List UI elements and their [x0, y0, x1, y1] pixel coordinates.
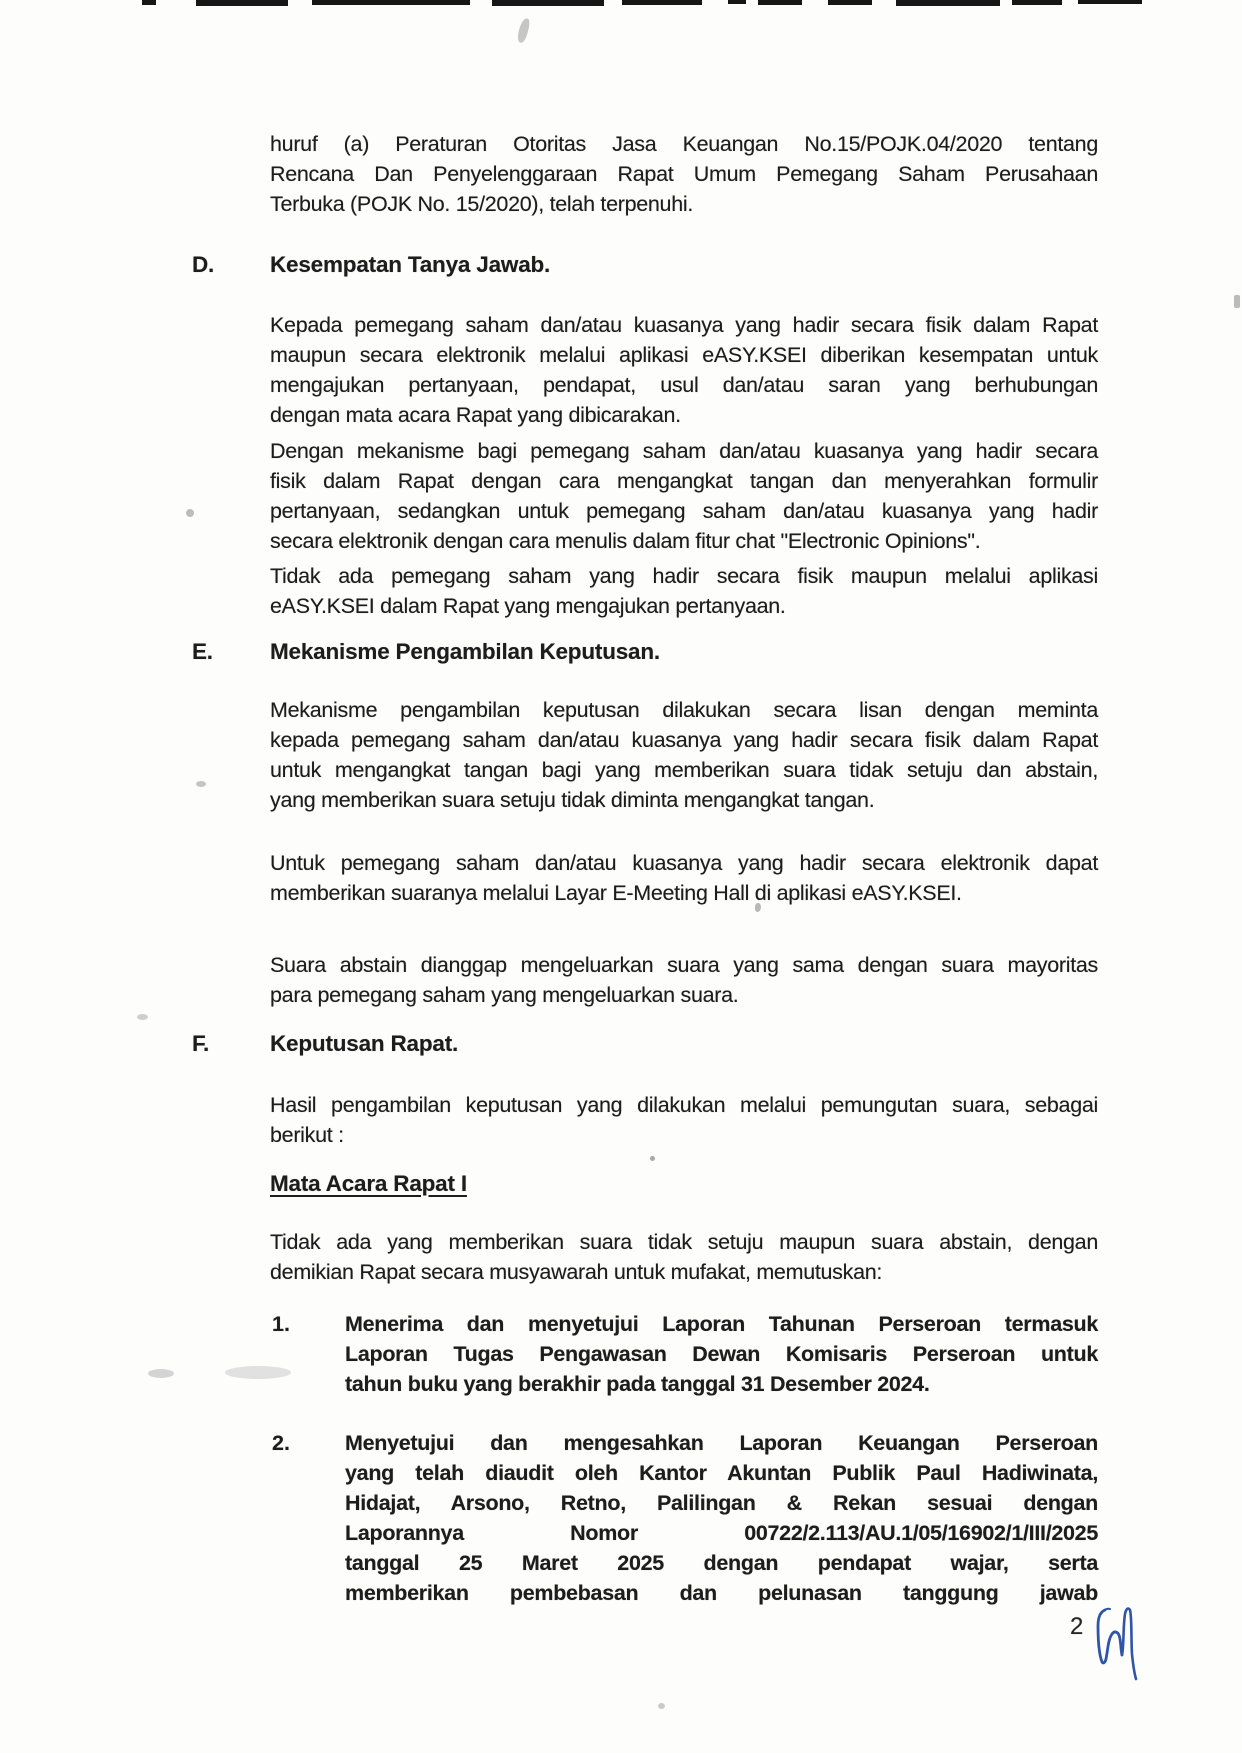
paragraph-mekanisme-1: Mekanisme pengambilan keputusan dilakukan secara lisan dengan meminta kepada pemegang saham dan/atau kuasanya yang hadir secara fisik dalam Rapat untuk mengangkat tangan bagi yang memberikan suara tidak setuju dan abstain, yang memberikan suara setuju tidak diminta mengangkat tangan. — [270, 698, 1098, 812]
decision-2-text: Menyetujui dan mengesahkan Laporan Keuangan Perseroan yang telah diaudit oleh Kantor Akuntan Publik Paul Hadiwinata, Hidajat, Arsono, Retno, Palilingan & Rekan sesuai dengan Laporannya Nomor 00722/2.113/AU.1/05/16902/1/III/2025 tanggal 25 Maret 2025 dengan pendapat wajar, serta memberikan pembebasan dan pelunasan tanggung jawab — [345, 1431, 1098, 1605]
scan-artifact — [622, 0, 702, 5]
section-e-letter: E. — [192, 639, 213, 664]
paragraph-mekanisme-3: Suara abstain dianggap mengeluarkan suara yang sama dengan suara mayoritas para pemegang saham yang mengeluarkan suara. — [270, 953, 1098, 1007]
scan-artifact — [196, 781, 206, 787]
scan-artifact — [312, 0, 470, 5]
section-f-title: Keputusan Rapat. — [270, 1031, 459, 1056]
decision-1-number: 1. — [272, 1312, 290, 1336]
scan-artifact — [828, 0, 872, 5]
scan-artifact — [650, 1156, 655, 1161]
section-e-title: Mekanisme Pengambilan Keputusan. — [270, 639, 660, 664]
scan-artifact — [492, 0, 604, 6]
scan-artifact — [186, 509, 194, 517]
paragraph-hasil-keputusan: Hasil pengambilan keputusan yang dilakukan melalui pemungutan suara, sebagai berikut : — [270, 1093, 1098, 1147]
scan-artifact — [516, 17, 531, 43]
scan-artifact — [1234, 295, 1240, 308]
scan-artifact — [658, 1703, 665, 1709]
page-number: 2 — [1070, 1613, 1084, 1640]
scan-artifact — [1012, 0, 1062, 5]
scan-artifact — [728, 0, 746, 4]
scan-artifact — [896, 0, 1000, 6]
decision-2-number: 2. — [272, 1431, 290, 1455]
handwritten-initial-icon — [1089, 1602, 1145, 1684]
section-f-letter: F. — [192, 1031, 210, 1056]
section-d-letter: D. — [192, 252, 215, 277]
section-f-heading — [192, 1029, 459, 1059]
scan-artifact — [196, 0, 288, 6]
paragraph-agenda-intro: Tidak ada yang memberikan suara tidak setuju maupun suara abstain, dengan demikian Rapat secara musyawarah untuk mufakat, memutuskan: — [270, 1230, 1098, 1284]
section-d-title: Kesempatan Tanya Jawab. — [270, 252, 551, 277]
decision-item-1 — [272, 1309, 1098, 1399]
scan-artifact — [148, 1369, 174, 1378]
paragraph-mekanisme-2: Untuk pemegang saham dan/atau kuasanya yang hadir secara elektronik dapat memberikan suaranya melalui Layar E-Meeting Hall di aplikasi eASY.KSEI. — [270, 851, 1098, 905]
section-e-heading — [192, 637, 660, 667]
page-footer — [1070, 1612, 1145, 1684]
paragraph-kesempatan-1: Kepada pemegang saham dan/atau kuasanya yang hadir secara fisik dalam Rapat maupun secara elektronik melalui aplikasi eASY.KSEI diberikan kesempatan untuk mengajukan pertanyaan, pendapat, usul dan/atau saran yang berhubungan dengan mata acara Rapat yang dibicarakan. — [270, 313, 1098, 427]
section-d-heading — [192, 250, 551, 280]
agenda-item-1-heading: Mata Acara Rapat I — [270, 1171, 467, 1196]
decision-1-text: Menerima dan menyetujui Laporan Tahunan Perseroan termasuk Laporan Tugas Pengawasan Dewan Komisaris Perseroan untuk tahun buku yang berakhir pada tanggal 31 Desember 2024. — [345, 1312, 1098, 1396]
paragraph-kesempatan-2: Dengan mekanisme bagi pemegang saham dan/atau kuasanya yang hadir secara fisik dalam Rapat dengan cara mengangkat tangan dan menyerahkan formulir pertanyaan, sedangkan untuk pemegang saham dan/atau kuasanya yang hadir secara elektronik dengan cara menulis dalam fitur chat "Electronic Opinions". — [270, 439, 1098, 553]
scan-artifact — [758, 0, 802, 5]
paragraph-pojk-continuation: huruf (a) Peraturan Otoritas Jasa Keuangan No.15/POJK.04/2020 tentang Rencana Dan Penyelenggaraan Rapat Umum Pemegang Saham Perusahaan Terbuka (POJK No. 15/2020), telah terpenuhi. — [270, 132, 1098, 216]
scan-artifact — [142, 0, 156, 5]
scan-artifact — [137, 1014, 148, 1020]
scan-artifact — [1078, 0, 1142, 4]
paragraph-kesempatan-3: Tidak ada pemegang saham yang hadir secara fisik maupun melalui aplikasi eASY.KSEI dalam Rapat yang mengajukan pertanyaan. — [270, 564, 1098, 618]
decision-item-2 — [272, 1428, 1098, 1608]
